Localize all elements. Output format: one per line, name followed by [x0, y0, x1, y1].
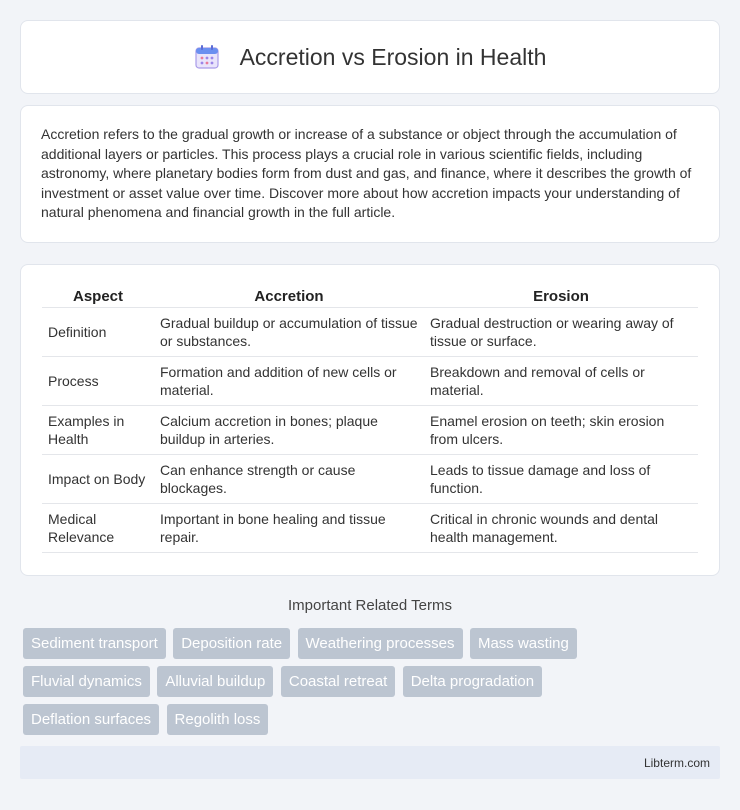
related-term-tag[interactable]: Coastal retreat	[281, 666, 395, 697]
description-card	[20, 105, 720, 243]
table-row	[42, 504, 698, 553]
header-aspect: Aspect	[42, 285, 154, 308]
related-term-tag[interactable]: Fluvial dynamics	[23, 666, 150, 697]
row-accretion: Gradual buildup or accumulation of tissue or substances.	[154, 308, 424, 357]
row-erosion: Leads to tissue damage and loss of function.	[424, 455, 698, 504]
related-term-tag[interactable]: Delta progradation	[403, 666, 542, 697]
row-erosion: Gradual destruction or wearing away of tissue or surface.	[424, 308, 698, 357]
related-term-tag[interactable]: Mass wasting	[470, 628, 577, 659]
row-aspect: Definition	[42, 308, 154, 357]
description-text: Accretion refers to the gradual growth or increase of a substance or object through the accumulation of additional layers or particles. This process plays a crucial role in various scientific fields, including astronomy, where planetary bodies form from dust and gas, and finance, where it describes the growth of investment or asset value over time. Discover more about how accretion impacts your understanding of natural phenomena and financial growth in the full article.	[41, 126, 692, 221]
related-term-tag[interactable]: Deflation surfaces	[23, 704, 159, 735]
row-accretion: Important in bone healing and tissue repair.	[154, 504, 424, 553]
comparison-table-card	[20, 264, 720, 576]
row-aspect: Process	[42, 357, 154, 406]
table-row	[42, 406, 698, 455]
calendar-icon	[194, 44, 220, 70]
comparison-table	[42, 285, 698, 553]
table-row	[42, 455, 698, 504]
related-terms-title: Important Related Terms	[288, 597, 452, 614]
related-terms-list	[23, 628, 723, 742]
related-term-tag[interactable]: Deposition rate	[173, 628, 290, 659]
page-title: Accretion vs Erosion in Health	[239, 43, 547, 70]
row-accretion: Can enhance strength or cause blockages.	[154, 455, 424, 504]
related-term-tag[interactable]: Weathering processes	[298, 628, 463, 659]
row-erosion: Enamel erosion on teeth; skin erosion from ulcers.	[424, 406, 698, 455]
row-erosion: Critical in chronic wounds and dental health management.	[424, 504, 698, 553]
table-row	[42, 308, 698, 357]
title-card	[20, 20, 720, 94]
row-accretion: Formation and addition of new cells or material.	[154, 357, 424, 406]
header-accretion: Accretion	[154, 285, 424, 308]
table-row	[42, 357, 698, 406]
related-term-tag[interactable]: Alluvial buildup	[157, 666, 273, 697]
row-erosion: Breakdown and removal of cells or material.	[424, 357, 698, 406]
row-aspect: Medical Relevance	[42, 504, 154, 553]
row-aspect: Impact on Body	[42, 455, 154, 504]
footer-site-link[interactable]: Libterm.com	[643, 756, 710, 770]
related-term-tag[interactable]: Sediment transport	[23, 628, 166, 659]
related-term-tag[interactable]: Regolith loss	[167, 704, 269, 735]
table-header-row	[42, 285, 698, 308]
header-erosion: Erosion	[424, 285, 698, 308]
row-aspect: Examples in Health	[42, 406, 154, 455]
footer	[20, 746, 720, 779]
row-accretion: Calcium accretion in bones; plaque buildup in arteries.	[154, 406, 424, 455]
